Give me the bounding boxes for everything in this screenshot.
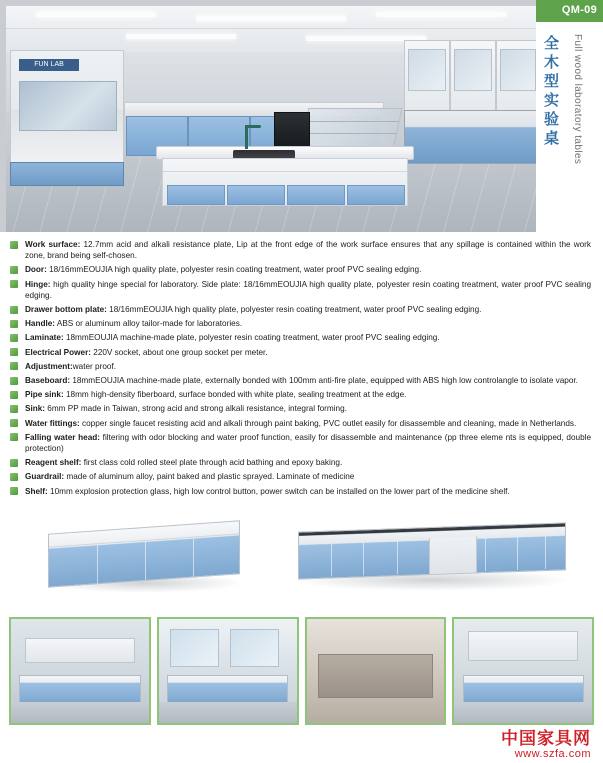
island-drawer xyxy=(227,185,285,205)
spec-label: Laminate: xyxy=(25,333,64,343)
spec-label: Drawer bottom plate: xyxy=(25,305,107,315)
laboratory-photo xyxy=(6,6,536,232)
island-cabinet-body xyxy=(162,158,408,206)
spec-label: Adjustment: xyxy=(25,361,73,371)
product-render-row xyxy=(0,503,603,613)
spec-text: 18mmEOUJIA machine-made plate, polyester resin coating treatment, water proof PVC sealing edging. xyxy=(63,333,440,343)
bullet-square-icon xyxy=(10,266,18,274)
spec-item xyxy=(9,239,591,261)
spec-text: copper single faucet resisting acid and alkali through paint baking, PVC outlet easily for disassemble and cleaning, made in Netherlands. xyxy=(79,418,577,428)
shelf-in-photo xyxy=(25,638,135,663)
product-title-panel xyxy=(536,0,603,232)
window-in-photo xyxy=(230,629,279,666)
shelf-in-photo xyxy=(468,631,578,660)
spec-item xyxy=(9,432,591,454)
spec-text: 12.7mm acid and alkali resistance plate, Lip at the front edge of the work surface ensures that any spillage is contained within the work zone, brand being self-chosen. xyxy=(25,240,592,261)
fume-hood-sash-glass xyxy=(19,81,117,131)
island-drawer xyxy=(167,185,225,205)
spec-label: Water fittings: xyxy=(25,418,80,428)
spec-label: Door: xyxy=(25,265,47,275)
ceiling-light xyxy=(126,34,236,39)
bullet-square-icon xyxy=(10,377,18,385)
photo-lab-cabinets-row xyxy=(452,617,594,725)
spec-item xyxy=(9,361,591,372)
worktop-slab-in-photo xyxy=(318,654,434,698)
bullet-square-icon xyxy=(10,473,18,481)
spec-item xyxy=(9,403,591,414)
bench-in-photo xyxy=(19,675,140,704)
island-laboratory-table xyxy=(156,146,412,208)
spec-text: 18/16mmEOUJIA high quality plate, polyester resin coating treatment, water proof PVC sealing edging. xyxy=(106,305,482,315)
ceiling-light xyxy=(196,16,346,21)
spec-text: water proof. xyxy=(72,361,116,371)
spec-label: Work surface: xyxy=(25,240,81,249)
bullet-square-icon xyxy=(10,280,18,288)
bullet-square-icon xyxy=(10,348,18,356)
reagent-shelf xyxy=(300,108,403,150)
spec-item xyxy=(9,304,591,315)
bullet-square-icon xyxy=(10,405,18,413)
fume-hood-base-cabinet xyxy=(10,162,124,186)
spec-item xyxy=(9,264,591,275)
island-drawer xyxy=(347,185,405,205)
spec-text: high quality hinge special for laboratory. Side plate: 18/16mmEOUJIA high quality plate, polyester resin coating treatment, water proof PVC sealing edging. xyxy=(25,279,591,300)
spec-label: Sink: xyxy=(25,404,46,414)
cabinet-glass-pane xyxy=(408,49,446,91)
bullet-square-icon xyxy=(10,320,18,328)
spec-label: Baseboard: xyxy=(25,376,71,386)
render-single-bench xyxy=(48,513,238,591)
spec-label: Pipe sink: xyxy=(25,390,64,400)
photo-worktop-closeup xyxy=(305,617,447,725)
site-brand xyxy=(501,729,591,761)
spec-label: Guardrail: xyxy=(25,472,65,482)
spec-label: Handle: xyxy=(25,319,56,329)
cabinet-glass-pane xyxy=(454,49,492,91)
spec-text: first class cold rolled steel plate through acid bathing and epoxy baking. xyxy=(81,458,343,468)
floor-in-photo xyxy=(159,702,297,723)
product-title-en: Full wood laboratory tables xyxy=(572,34,583,165)
ceiling-light xyxy=(376,12,506,17)
bullet-square-icon xyxy=(10,362,18,370)
ceiling-light xyxy=(36,12,156,17)
spec-item xyxy=(9,375,591,386)
floor-in-photo xyxy=(454,702,592,723)
photo-lab-bench-with-shelf xyxy=(9,617,151,725)
spec-text: 18/16mmEOUJIA high quality plate, polyester resin coating treatment, water proof PVC sealing edging. xyxy=(46,265,422,275)
spec-text: 220V socket, about one group socket per meter. xyxy=(90,347,268,357)
product-title-cn: 全木型实验桌 xyxy=(544,35,561,147)
photo-lab-room-window xyxy=(157,617,299,725)
bench-in-photo xyxy=(167,675,288,704)
faucet xyxy=(245,125,248,149)
spec-item xyxy=(9,389,591,400)
spec-text: filtering with odor blocking and water proof function, easily for disassemble and maintenance (pp three eleme nts is equipped, double protection) xyxy=(25,432,592,454)
spec-text: made of aluminum alloy, paint baked and plastic sprayed. Laminate of medicine xyxy=(64,472,355,482)
wall-cabinet xyxy=(404,40,450,112)
bench-in-photo xyxy=(463,675,584,704)
spec-item xyxy=(9,279,591,301)
spec-item xyxy=(9,486,591,497)
window-in-photo xyxy=(170,629,219,666)
brand-url: www.szfa.com xyxy=(514,748,591,760)
long-bench-body xyxy=(298,522,566,579)
spec-text: 18mm high-density fiberboard, surface bonded with white plate, sealing treatment at the edge. xyxy=(63,390,407,400)
spec-label: Falling water head: xyxy=(25,432,100,442)
spec-item xyxy=(9,332,591,343)
spec-label: Reagent shelf: xyxy=(25,458,82,468)
spec-item xyxy=(9,457,591,468)
right-base-cabinets xyxy=(404,110,536,164)
specification-list xyxy=(0,239,603,497)
bullet-square-icon xyxy=(10,419,18,427)
spec-text: 18mmEOUJIA machine-made plate, externally bonded with 100mm anti-fire plate, equipped with ABS high low controlangle to isolate vapor. xyxy=(70,376,578,386)
gallery-strip xyxy=(9,617,594,725)
spec-label: Electrical Power: xyxy=(25,347,91,357)
hero-section xyxy=(0,0,603,232)
bullet-square-icon xyxy=(10,391,18,399)
spec-text: 10mm explosion protection glass, high low control button, power switch can be installed on the lower part of the medicine shelf. xyxy=(47,486,510,496)
spec-item xyxy=(9,318,591,329)
bullet-square-icon xyxy=(10,459,18,467)
bullet-square-icon xyxy=(10,241,18,249)
bullet-square-icon xyxy=(10,306,18,314)
bullet-square-icon xyxy=(10,487,18,495)
fume-hood-sign: FUN LAB xyxy=(19,59,79,71)
fume-hood xyxy=(10,50,124,164)
bullet-square-icon xyxy=(10,334,18,342)
equipment-monitor xyxy=(274,112,310,148)
spec-text: 6mm PP made in Taiwan, strong acid and strong alkali resistance, integral forming. xyxy=(45,404,347,414)
spec-label: Hinge: xyxy=(25,279,51,289)
island-drawer xyxy=(287,185,345,205)
brand-name-cn: 中国家具网 xyxy=(501,729,591,748)
spec-item xyxy=(9,418,591,429)
spec-label: Shelf: xyxy=(25,486,48,496)
spec-text: ABS or aluminum alloy tailor-made for laboratories. xyxy=(55,319,243,329)
floor-in-photo xyxy=(11,702,149,723)
bullet-square-icon xyxy=(10,433,18,441)
spec-item xyxy=(9,347,591,358)
wall-cabinet xyxy=(496,40,536,112)
render-long-bench xyxy=(298,511,564,593)
spec-item xyxy=(9,471,591,482)
wall-cabinet xyxy=(450,40,496,112)
cabinet-glass-pane xyxy=(500,49,536,91)
product-code: QM-09 xyxy=(561,4,597,16)
